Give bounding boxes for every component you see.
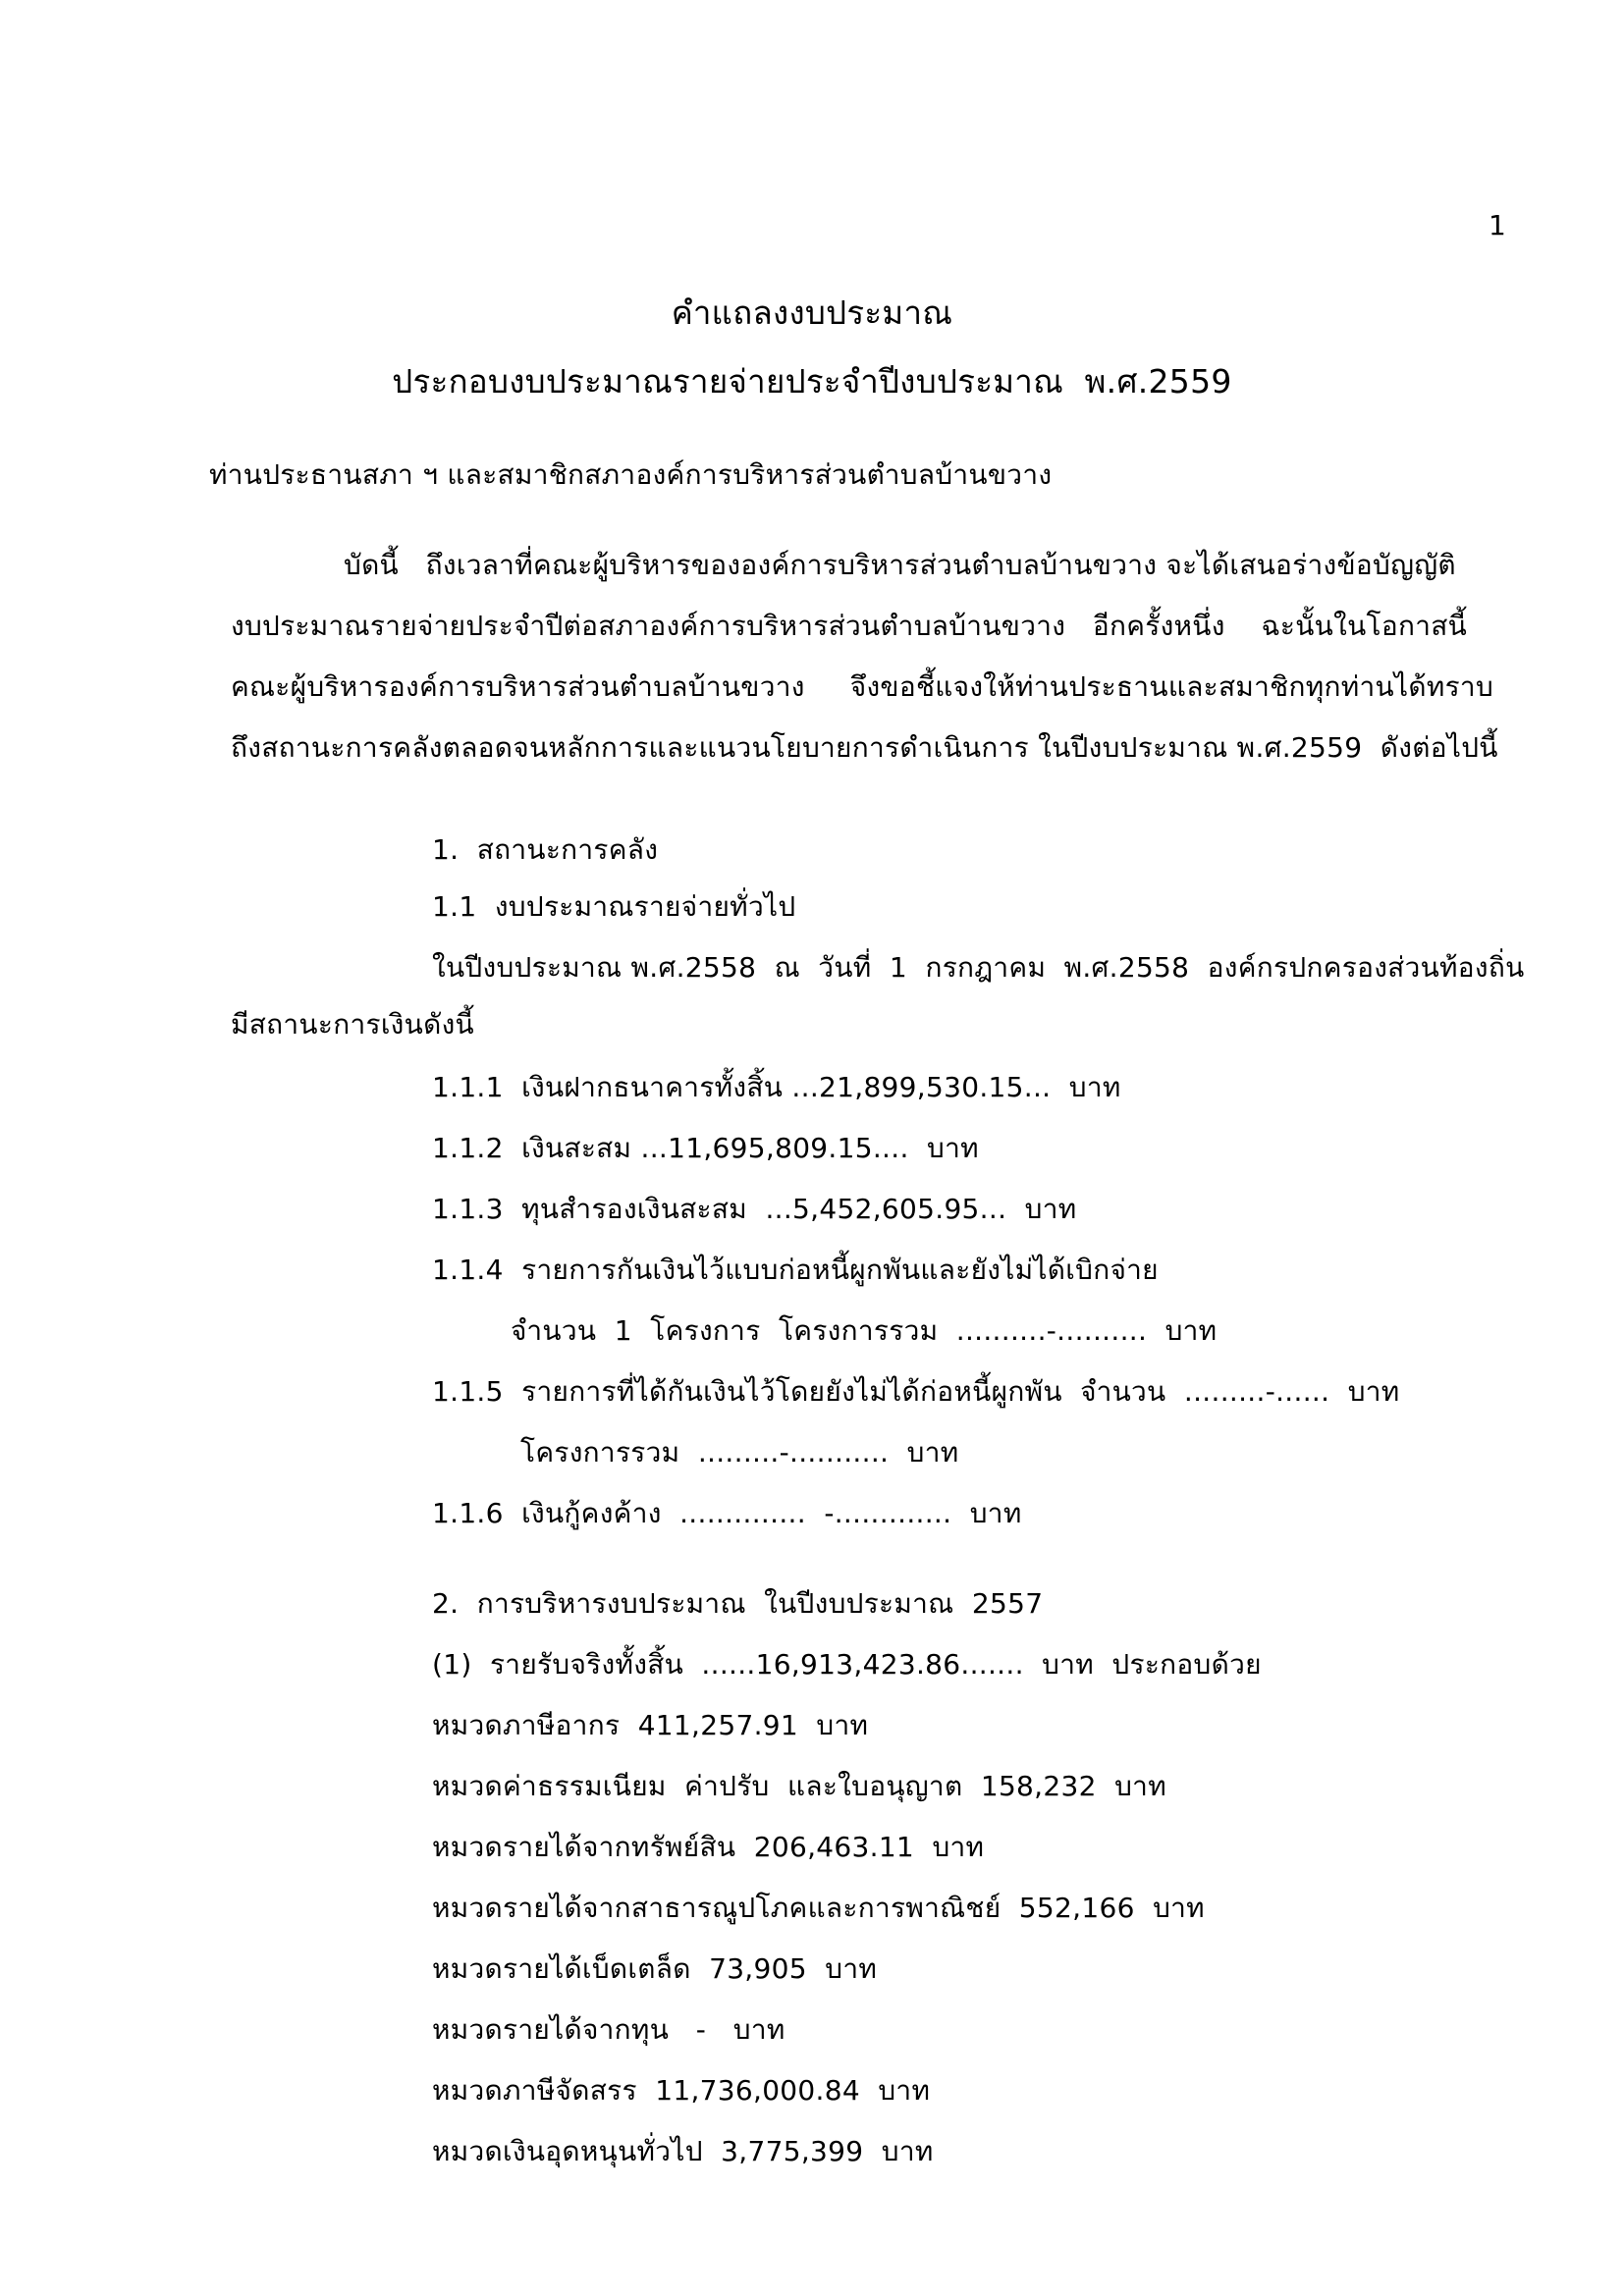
item-1-1-4: 1.1.4 รายการกันเงินไว้แบบก่อหนี้ผูกพันและยังไม่ได้เบิกจ่าย bbox=[432, 1254, 1159, 1286]
item-1-1-6: 1.1.6 เงินกู้คงค้าง .............. -............. บาท bbox=[432, 1497, 1022, 1529]
income-category: หมวดรายได้เบ็ดเตล็ด 73,905 บาท bbox=[432, 1952, 878, 1985]
document-title: คำแถลงงบประมาณ bbox=[671, 294, 953, 332]
section-1-heading: 1. สถานะการคลัง bbox=[432, 833, 659, 866]
item-1-1-5-detail: โครงการรวม .........-........... บาท bbox=[520, 1436, 959, 1468]
item-1-1-2: 1.1.2 เงินสะสม ...11,695,809.15.... บาท bbox=[432, 1132, 979, 1164]
document-subtitle: ประกอบงบประมาณรายจ่ายประจำปีงบประมาณ พ.ศ.2559 bbox=[392, 362, 1232, 400]
income-category: หมวดภาษีจัดสรร 11,736,000.84 บาท bbox=[432, 2074, 931, 2107]
section-1-para-line-1: ในปีงบประมาณ พ.ศ.2558 ณ วันที่ 1 กรกฎาคม พ.ศ.2558 องค์กรปกครองส่วนท้องถิ่น bbox=[432, 951, 1525, 984]
section-2-heading: 2. การบริหารงบประมาณ ในปีงบประมาณ 2557 bbox=[432, 1587, 1044, 1620]
income-total: (1) รายรับจริงทั้งสิ้น ......16,913,423.86....... บาท ประกอบด้วย bbox=[432, 1648, 1262, 1681]
item-1-1-5: 1.1.5 รายการที่ได้กันเงินไว้โดยยังไม่ได้ก่อหนี้ผูกพัน จำนวน .........-...... บาท bbox=[432, 1375, 1400, 1408]
income-category: หมวดรายได้จากทุน - บาท bbox=[432, 2013, 785, 2046]
income-category: หมวดรายได้จากสาธารณูปโภคและการพาณิชย์ 552,166 บาท bbox=[432, 1892, 1205, 1924]
income-category: หมวดเงินอุดหนุนทั่วไป 3,775,399 บาท bbox=[432, 2135, 934, 2167]
income-category: หมวดภาษีอากร 411,257.91 บาท bbox=[432, 1709, 869, 1741]
item-1-1-3: 1.1.3 ทุนสำรองเงินสะสม ...5,452,605.95... บาท bbox=[432, 1193, 1077, 1225]
section-1-para-line-2: มีสถานะการเงินดังนี้ bbox=[231, 1008, 474, 1041]
income-category: หมวดค่าธรรมเนียม ค่าปรับ และใบอนุญาต 158,232 บาท bbox=[432, 1770, 1166, 1802]
page-number: 1 bbox=[1489, 209, 1506, 241]
intro-line-4: ถึงสถานะการคลังตลอดจนหลักการและแนวนโยบายการดำเนินการ ในปีงบประมาณ พ.ศ.2559 ดังต่อไปนี้ bbox=[231, 731, 1498, 764]
item-1-1-1: 1.1.1 เงินฝากธนาคารทั้งสิ้น ...21,899,530.15... บาท bbox=[432, 1071, 1121, 1103]
income-category: หมวดรายได้จากทรัพย์สิน 206,463.11 บาท bbox=[432, 1831, 985, 1863]
item-1-1-4-detail: จำนวน 1 โครงการ โครงการรวม ..........-.......... บาท bbox=[511, 1314, 1218, 1347]
salutation: ท่านประธานสภา ฯ และสมาชิกสภาองค์การบริหารส่วนตำบลบ้านขวาง bbox=[209, 458, 1053, 491]
intro-line-3: คณะผู้บริหารองค์การบริหารส่วนตำบลบ้านขวาง จึงขอชี้แจงให้ท่านประธานและสมาชิกทุกท่านได้ทราบ bbox=[231, 670, 1494, 703]
intro-line-2: งบประมาณรายจ่ายประจำปีต่อสภาองค์การบริหารส่วนตำบลบ้านขวาง อีกครั้งหนึ่ง ฉะนั้นในโอกาสนี้ bbox=[231, 610, 1468, 642]
section-1-1-heading: 1.1 งบประมาณรายจ่ายทั่วไป bbox=[432, 890, 796, 923]
intro-line-1: บัดนี้ ถึงเวลาที่คณะผู้บริหารขององค์การบริหารส่วนตำบลบ้านขวาง จะได้เสนอร่างข้อบัญญัติ bbox=[344, 549, 1456, 581]
